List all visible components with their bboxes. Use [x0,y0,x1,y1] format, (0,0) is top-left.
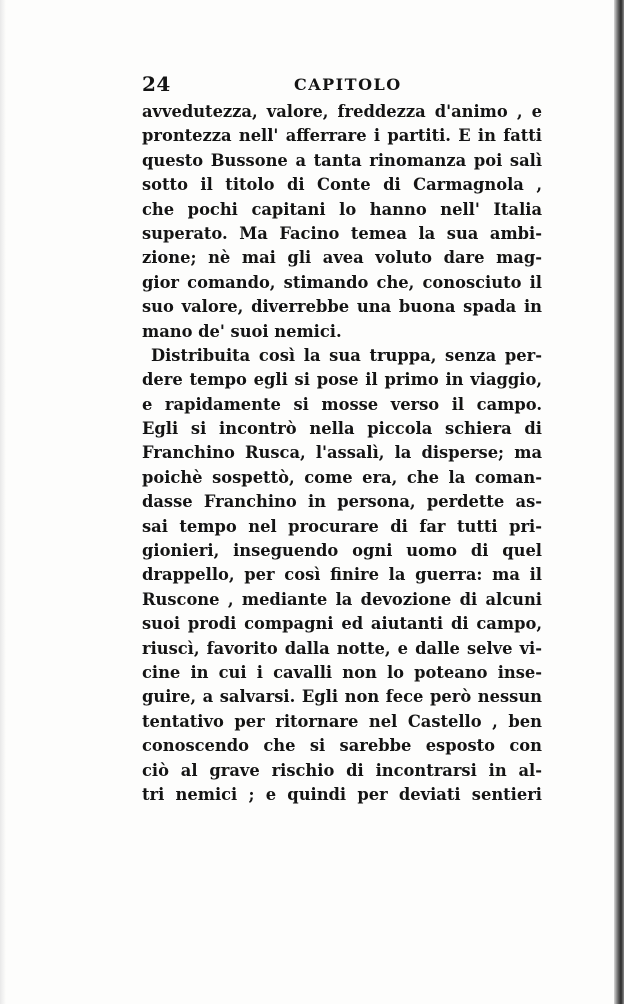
text-line: Distribuita così la sua truppa, senza per- [151,345,542,365]
text-line: drappello, per così finire la guerra: ma il [142,565,542,585]
text-line: prontezza nell' afferrare i partiti. E in fatti [142,126,542,146]
text-line: dere tempo egli si pose il primo in viaggio, [142,370,542,390]
text-line: suo valore, diverrebbe una buona spada in [142,297,542,317]
text-line: gior comando, stimando che, conosciuto il [142,272,542,292]
text-line: cine in cui i cavalli non lo poteano inse- [142,662,542,682]
running-header [142,72,542,102]
text-line: riuscì, favorito dalla notte, e dalle selve vi- [142,638,542,658]
text-line: sotto il titolo di Conte di Carmagnola , [142,175,542,195]
body-text [142,100,542,807]
text-line: poichè sospettò, come era, che la coman- [142,467,542,487]
text-line: zione; nè mai gli avea voluto dare mag- [142,248,542,268]
page-gutter-shadow [0,0,6,1004]
text-line: superato. Ma Facino temea la sua ambi- [142,223,542,243]
text-line: sai tempo nel procurare di far tutti pri- [142,516,542,536]
text-line: questo Bussone a tanta rinomanza poi salì [142,150,542,170]
text-line: guire, a salvarsi. Egli non fece però nessun [142,687,542,707]
text-line: ciò al grave rischio di incontrarsi in al- [142,760,542,780]
page-number: 24 [142,72,171,96]
text-line: Egli si incontrò nella piccola schiera di [142,419,542,439]
text-line: che pochi capitani lo hanno nell' Italia [142,199,542,219]
text-line: gionieri, inseguendo ogni uomo di quel [142,541,542,561]
running-title: CAPITOLO [294,75,402,94]
text-line: Ruscone , mediante la devozione di alcuni [142,589,542,609]
text-line: e rapidamente si mosse verso il campo. [142,394,542,414]
text-line: avvedutezza, valore, freddezza d'animo , e [142,102,542,121]
text-line: tri nemici ; e quindi per deviati sentieri [142,784,542,804]
text-line: dasse Franchino in persona, perdette as- [142,492,542,512]
text-line: conoscendo che si sarebbe esposto con [142,736,542,756]
text-line: mano de' suoi nemici. [142,321,342,341]
page-edge-binding [614,0,624,1004]
text-line: suoi prodi compagni ed aiutanti di campo, [142,614,542,634]
text-line: Franchino Rusca, l'assalì, la disperse; ma [142,443,542,463]
text-line: tentativo per ritornare nel Castello , ben [142,711,542,731]
